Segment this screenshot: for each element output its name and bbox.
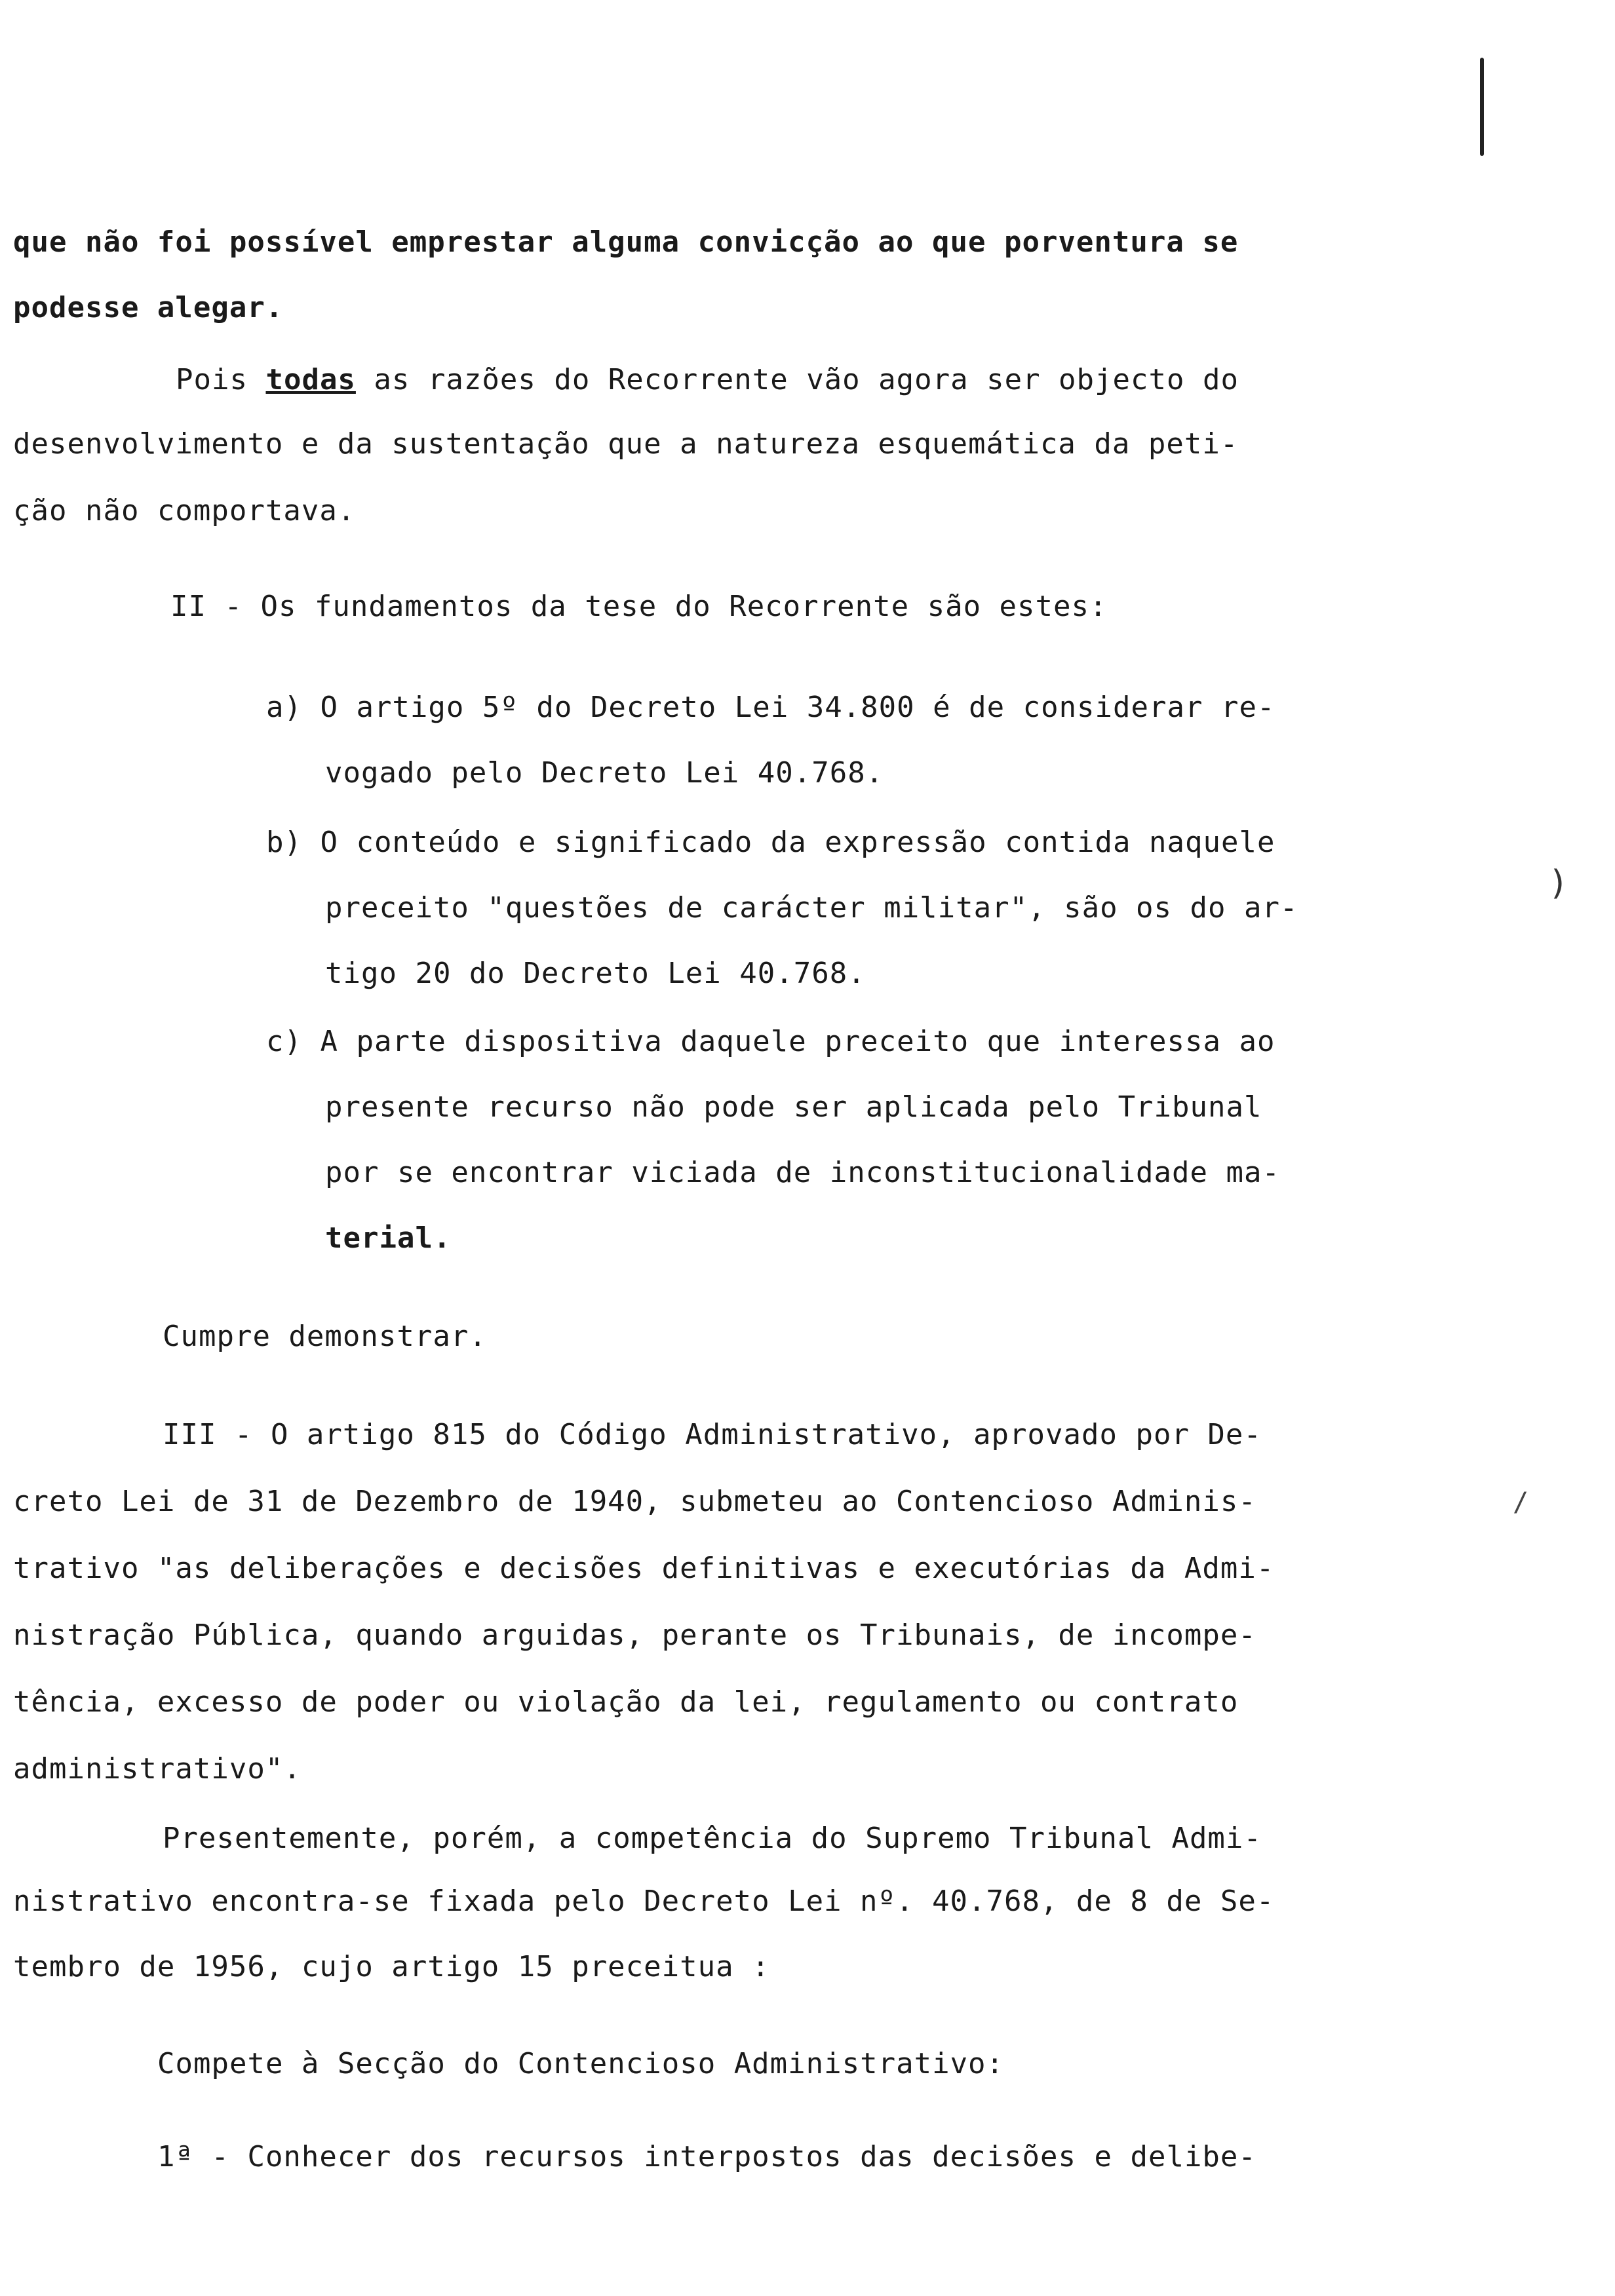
- text-line: ção não comportava.: [13, 494, 356, 527]
- text-line: nistração Pública, quando arguidas, perante os Tribunais, de incompe-: [13, 1618, 1256, 1652]
- text-line: por se encontrar viciada de inconstitucionalidade ma-: [325, 1156, 1280, 1189]
- text-line: Cumpre demonstrar.: [163, 1320, 487, 1353]
- text-line: vogado pelo Decreto Lei 40.768.: [325, 756, 884, 790]
- text-line: Compete à Secção do Contencioso Administrativo:: [157, 2047, 1005, 2080]
- section-heading: II - Os fundamentos da tese do Recorrente são estes:: [170, 590, 1108, 623]
- list-item-b: b) O conteúdo e significado da expressão contida naquele: [266, 826, 1275, 859]
- text-line: tência, excesso de poder ou violação da lei, regulamento ou contrato: [13, 1685, 1239, 1719]
- text-line: [176, 360, 1239, 400]
- list-item-a: a) O artigo 5º do Decreto Lei 34.800 é de considerar re-: [266, 691, 1275, 724]
- text-line: tembro de 1956, cujo artigo 15 preceitua :: [13, 1950, 770, 1983]
- section-heading: III - O artigo 815 do Código Administrativo, aprovado por De-: [163, 1418, 1262, 1451]
- text-line: desenvolvimento e da sustentação que a natureza esquemática da peti-: [13, 427, 1239, 461]
- underlined-word: todas: [265, 363, 356, 396]
- text-line: Presentemente, porém, a competência do Supremo Tribunal Admi-: [163, 1822, 1262, 1855]
- text-line: que não foi possível emprestar alguma convicção ao que porventura se: [13, 225, 1239, 259]
- text-span: Pois: [176, 363, 248, 396]
- text-line: administrativo".: [13, 1752, 302, 1786]
- list-item-c: c) A parte dispositiva daquele preceito que interessa ao: [266, 1025, 1275, 1058]
- text-line: creto Lei de 31 de Dezembro de 1940, submeteu ao Contencioso Adminis-: [13, 1485, 1256, 1518]
- text-line: trativo "as deliberações e decisões definitivas e executórias da Admi-: [13, 1552, 1275, 1585]
- margin-mark-paren: ): [1548, 864, 1569, 903]
- text-span: as razões do Recorrente vão agora ser objecto do: [374, 363, 1239, 396]
- text-line: tigo 20 do Decreto Lei 40.768.: [325, 957, 866, 990]
- margin-mark-tick: /: [1513, 1487, 1529, 1518]
- margin-mark: [1480, 58, 1484, 156]
- text-line: nistrativo encontra-se fixada pelo Decreto Lei nº. 40.768, de 8 de Se-: [13, 1885, 1275, 1918]
- text-line: preceito "questões de carácter militar", são os do ar-: [325, 891, 1298, 925]
- text-line: terial.: [325, 1221, 452, 1255]
- text-line: podesse alegar.: [13, 291, 284, 324]
- text-line: presente recurso não pode ser aplicada pelo Tribunal: [325, 1090, 1262, 1124]
- text-line: 1ª - Conhecer dos recursos interpostos das decisões e delibe-: [157, 2140, 1256, 2173]
